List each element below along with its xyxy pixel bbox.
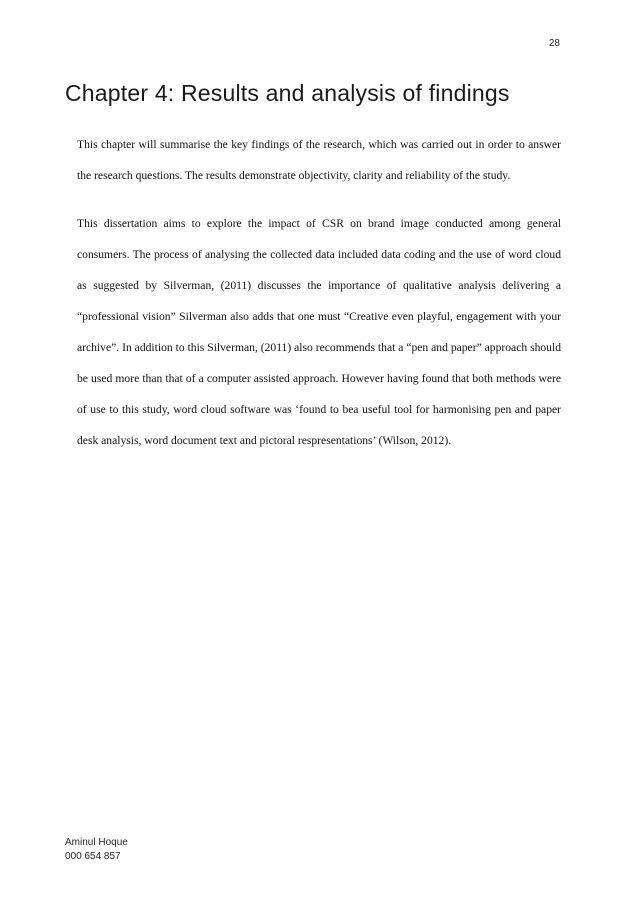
footer <box>65 836 128 864</box>
chapter-title: Chapter 4: Results and analysis of findings <box>65 80 510 106</box>
footer-author: Aminul Hoque <box>65 837 128 848</box>
paragraph-intro: This chapter will summarise the key findings of the research, which was carried out in order to answer the research questions. The results demonstrate objectivity, clarity and reliability of the study. <box>77 138 561 182</box>
footer-student-id: 000 654 857 <box>65 851 121 862</box>
body-text <box>77 129 561 473</box>
page-number: 28 <box>548 38 560 49</box>
paragraph-methodology: This dissertation aims to explore the impact of CSR on brand image conducted among general consumers. The process of analysing the collected data included data coding and the use of word cloud as suggested by Silverman, (2011) discusses the importance of qualitative analysis delivering a “professional vision” Silverman also adds that one must “Creative even playful, engagement with your archive”. In addition to this Silverman, (2011) also recommends that a “pen and paper” approach should be used more than that of a computer assisted approach. However having found that both methods were of use to this study, word cloud software was ‘found to bea useful tool for harmonising pen and paper desk analysis, word document text and pictoral respresentations’ (Wilson, 2012). <box>77 217 561 447</box>
